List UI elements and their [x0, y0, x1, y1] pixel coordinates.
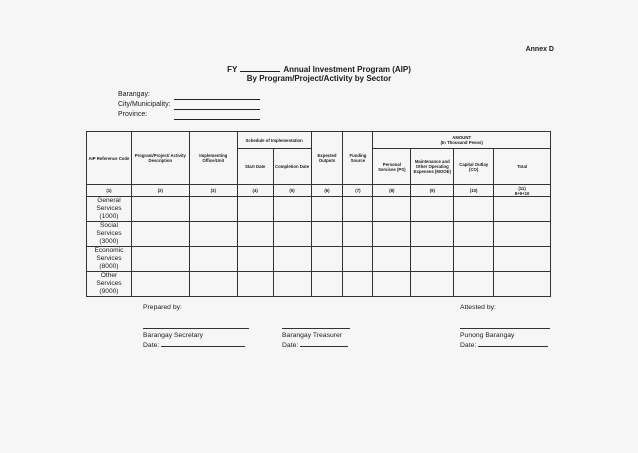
header-outputs: Expected Outputs: [311, 132, 343, 185]
punong-title: Punong Barangay: [460, 332, 515, 339]
table-cell[interactable]: [454, 272, 494, 297]
table-cell[interactable]: [373, 222, 411, 247]
table-cell[interactable]: [273, 222, 311, 247]
table-cell[interactable]: [189, 222, 237, 247]
barangay-label: Barangay:: [118, 91, 150, 98]
col-num-10: (10): [454, 185, 494, 197]
sector-code: (9000): [99, 288, 119, 295]
table-cell[interactable]: [343, 222, 373, 247]
sector-cell-economic: [87, 247, 132, 272]
col-num-3: (3): [189, 185, 237, 197]
table-cell[interactable]: [411, 272, 454, 297]
aip-table: [86, 131, 551, 297]
table-cell[interactable]: [237, 247, 273, 272]
treasurer-signature-line[interactable]: [282, 328, 350, 329]
table-cell[interactable]: [343, 247, 373, 272]
col-num-2: (2): [131, 185, 189, 197]
province-label: Province:: [118, 111, 148, 118]
secretary-signature-line[interactable]: [143, 328, 249, 329]
table-cell[interactable]: [189, 197, 237, 222]
table-cell[interactable]: [454, 222, 494, 247]
sector-cell-other: [87, 272, 132, 297]
table-cell[interactable]: [237, 272, 273, 297]
attested-by-label: Attested by:: [460, 304, 496, 311]
fy-blank-line[interactable]: [240, 64, 280, 72]
col-num-9: (9): [411, 185, 454, 197]
header-ppa: Program/Project/ Activity Description: [131, 132, 189, 185]
sector-sub: Services: [96, 255, 122, 262]
table-cell[interactable]: [131, 272, 189, 297]
table-cell[interactable]: [131, 222, 189, 247]
sector-code: (8000): [99, 263, 119, 270]
total-formula: 8+9+10: [514, 190, 530, 196]
sector-sub: Services: [96, 280, 122, 287]
fy-label: FY: [227, 65, 238, 74]
table-cell[interactable]: [189, 272, 237, 297]
table-cell[interactable]: [373, 197, 411, 222]
city-input-line[interactable]: [174, 102, 260, 110]
table-row: [87, 272, 551, 297]
province-field: [118, 110, 260, 120]
table-cell[interactable]: [411, 247, 454, 272]
table-cell[interactable]: [411, 197, 454, 222]
sector-sub: Services: [96, 230, 122, 237]
title-text: Annual Investment Program (AIP): [283, 65, 411, 74]
table-cell[interactable]: [131, 247, 189, 272]
sector-cell-general: [87, 197, 132, 222]
header-ps: Personal Services (PS): [373, 149, 411, 185]
header-funding: Funding Source: [343, 132, 373, 185]
table-cell[interactable]: [343, 272, 373, 297]
header-amount-sub: (In Thousand Pesos): [440, 140, 483, 145]
table-cell[interactable]: [494, 222, 551, 247]
table-cell[interactable]: [311, 197, 343, 222]
form-subtitle: By Program/Project/Activity by Sector: [246, 74, 392, 83]
prepared-by-label: Prepared by:: [143, 304, 182, 311]
col-num-7: (7): [343, 185, 373, 197]
table-cell[interactable]: [343, 197, 373, 222]
col-num-4: (4): [237, 185, 273, 197]
header-schedule: Schedule of Implementation: [237, 132, 311, 149]
col-num-8: (8): [373, 185, 411, 197]
punong-block: [460, 331, 548, 350]
table-cell[interactable]: [131, 197, 189, 222]
treasurer-date-line[interactable]: [300, 340, 348, 347]
table-row: [87, 197, 551, 222]
barangay-input-line[interactable]: [174, 92, 260, 100]
col-num-6: (6): [311, 185, 343, 197]
sector-sub: Services: [96, 205, 122, 212]
date-label: Date:: [282, 342, 299, 349]
header-co: Capital Outlay (CO): [454, 149, 494, 185]
secretary-title: Barangay Secretary: [143, 332, 204, 339]
column-number-row: [87, 185, 551, 197]
table-cell[interactable]: [494, 197, 551, 222]
table-cell[interactable]: [273, 197, 311, 222]
header-mooe: Maintenance and Other Operating Expenses (MOOE): [411, 149, 454, 185]
table-cell[interactable]: [494, 272, 551, 297]
col-num-5: (5): [273, 185, 311, 197]
col-num-11: [494, 185, 551, 197]
annex-label: Annex D: [525, 46, 554, 53]
city-label: City/Municipality:: [118, 101, 171, 108]
table-cell[interactable]: [189, 247, 237, 272]
table-cell[interactable]: [237, 197, 273, 222]
header-start-date: Start Date: [237, 149, 273, 185]
city-field: [118, 100, 260, 110]
date-label: Date:: [143, 342, 160, 349]
location-fields: [118, 90, 260, 120]
header-completion-date: Completion Date: [273, 149, 311, 185]
table-cell[interactable]: [311, 272, 343, 297]
table-cell[interactable]: [273, 247, 311, 272]
table-cell[interactable]: [494, 247, 551, 272]
table-cell[interactable]: [311, 247, 343, 272]
table-cell[interactable]: [454, 197, 494, 222]
treasurer-date: [282, 340, 348, 350]
sector-name: Social: [99, 222, 118, 229]
header-total: Total: [494, 149, 551, 185]
sector-name: Other: [100, 272, 118, 279]
header-office: Implementing Office/Unit: [189, 132, 237, 185]
header-aip-ref: AIP Reference Code: [87, 132, 132, 185]
table-cell[interactable]: [411, 222, 454, 247]
table-cell[interactable]: [454, 247, 494, 272]
table-row: [87, 247, 551, 272]
form-title: [0, 64, 638, 74]
table-cell[interactable]: [311, 222, 343, 247]
table-cell[interactable]: [273, 272, 311, 297]
sector-name: Economic: [94, 247, 124, 254]
punong-date-line[interactable]: [478, 340, 548, 347]
table-row: [87, 222, 551, 247]
punong-signature-line[interactable]: [460, 328, 550, 329]
header-amount-title: AMOUNT: [452, 135, 472, 140]
secretary-date-line[interactable]: [161, 340, 245, 347]
header-amount: [373, 132, 551, 149]
sector-code: (3000): [99, 238, 119, 245]
col-num-1: (1): [87, 185, 132, 197]
sector-name: General: [97, 197, 121, 204]
secretary-block: [143, 331, 245, 350]
table-cell[interactable]: [373, 247, 411, 272]
treasurer-block: [282, 331, 348, 350]
province-input-line[interactable]: [174, 112, 260, 120]
table-cell[interactable]: [373, 272, 411, 297]
sector-cell-social: [87, 222, 132, 247]
barangay-field: [118, 90, 260, 100]
punong-date: [460, 340, 548, 350]
date-label: Date:: [460, 342, 477, 349]
sector-code: (1000): [99, 213, 119, 220]
table-cell[interactable]: [237, 222, 273, 247]
col-num-11-label: (11): [518, 185, 526, 191]
secretary-date: [143, 340, 245, 350]
header-row-1: [87, 132, 551, 149]
treasurer-title: Barangay Treasurer: [282, 332, 343, 339]
